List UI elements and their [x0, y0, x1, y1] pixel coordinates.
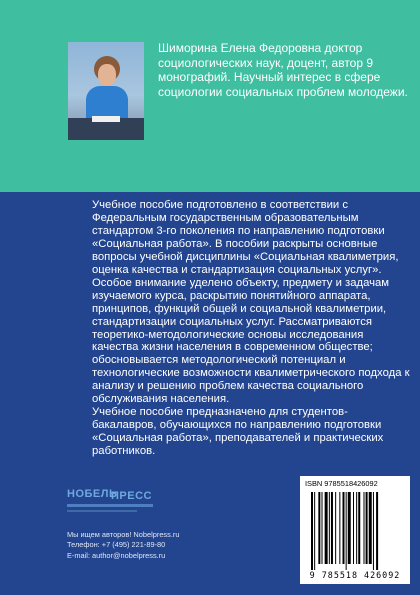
isbn-label: ISBN 9785518426092 — [305, 479, 378, 488]
barcode-icon — [311, 492, 399, 570]
barcode-stripe — [343, 492, 345, 564]
author-bio: Шиморина Елена Федоровна доктор социологических наук, доцент, автор 9 монографий. Научный интерес в сфере социологии социальных проблем молодежи. — [158, 41, 408, 99]
barcode-stripe — [373, 492, 374, 570]
contact-phone: Телефон: +7 (495) 221-89-80 — [67, 540, 166, 550]
publisher-logo — [67, 488, 163, 516]
logo-text-right: ПРЕСС — [111, 490, 152, 502]
barcode-stripe — [339, 492, 340, 564]
barcode-box — [300, 476, 410, 584]
barcode-stripe — [325, 492, 328, 564]
barcode-stripe — [329, 492, 330, 564]
logo-bar — [67, 504, 153, 507]
book-description: Учебное пособие подготовлено в соответствии с Федеральным государственным образовательным стандартом 3-го поколения по направлению подготовки «Социальная работа». В пособии раскрыты основные вопросы учебной дисциплины «Социальная квалиметрия, оценка качества и стандартизация социальных услуг». Особое внимание уделено объекту, предмету и задачам изучаемого курса, раскрытию понятийного аппарата, принципов, функций общей и социальной квалиметрии, стандартизации социальных услуг. Рассматриваются теоретико-методологические основы исследования качества жизни населения в современном обществе; обосновывается методологический потенциал и технологические возможности квалиметрического подхода к анализу и решению проблем качества социального обслуживания населения. Учебное пособие предназначено для студентов-бакалавров, обучающихся по направлению подготовки «Социальная работа», преподавателей и практических работников. — [92, 199, 410, 458]
barcode-stripe — [364, 492, 365, 564]
logo-bar-small — [67, 510, 137, 512]
photo-paper — [92, 116, 120, 122]
barcode-stripe — [358, 492, 360, 564]
barcode-stripe — [369, 492, 372, 564]
photo-face — [98, 64, 116, 86]
barcode-stripe — [322, 492, 323, 564]
barcode-stripe — [346, 492, 347, 570]
top-panel — [0, 0, 420, 192]
barcode-stripe — [314, 492, 315, 570]
barcode-stripe — [331, 492, 333, 564]
barcode-stripe — [353, 492, 354, 564]
author-photo — [68, 42, 144, 140]
barcode-stripe — [318, 492, 320, 564]
barcode-stripe — [311, 492, 313, 570]
barcode-digits: 9 785518 426092 — [309, 570, 401, 580]
barcode-stripe — [366, 492, 368, 564]
barcode-stripe — [348, 492, 351, 564]
contact-authors: Мы ищем авторов! Nobelpress.ru — [67, 530, 180, 539]
publisher-contacts — [67, 530, 179, 561]
logo-text-left: НОБЕЛЬ — [67, 488, 118, 500]
barcode-stripe — [356, 492, 357, 564]
barcode-stripe — [335, 492, 336, 564]
contact-email: E-mail: author@nobelpress.ru — [67, 550, 166, 560]
barcode-stripe — [376, 492, 378, 570]
